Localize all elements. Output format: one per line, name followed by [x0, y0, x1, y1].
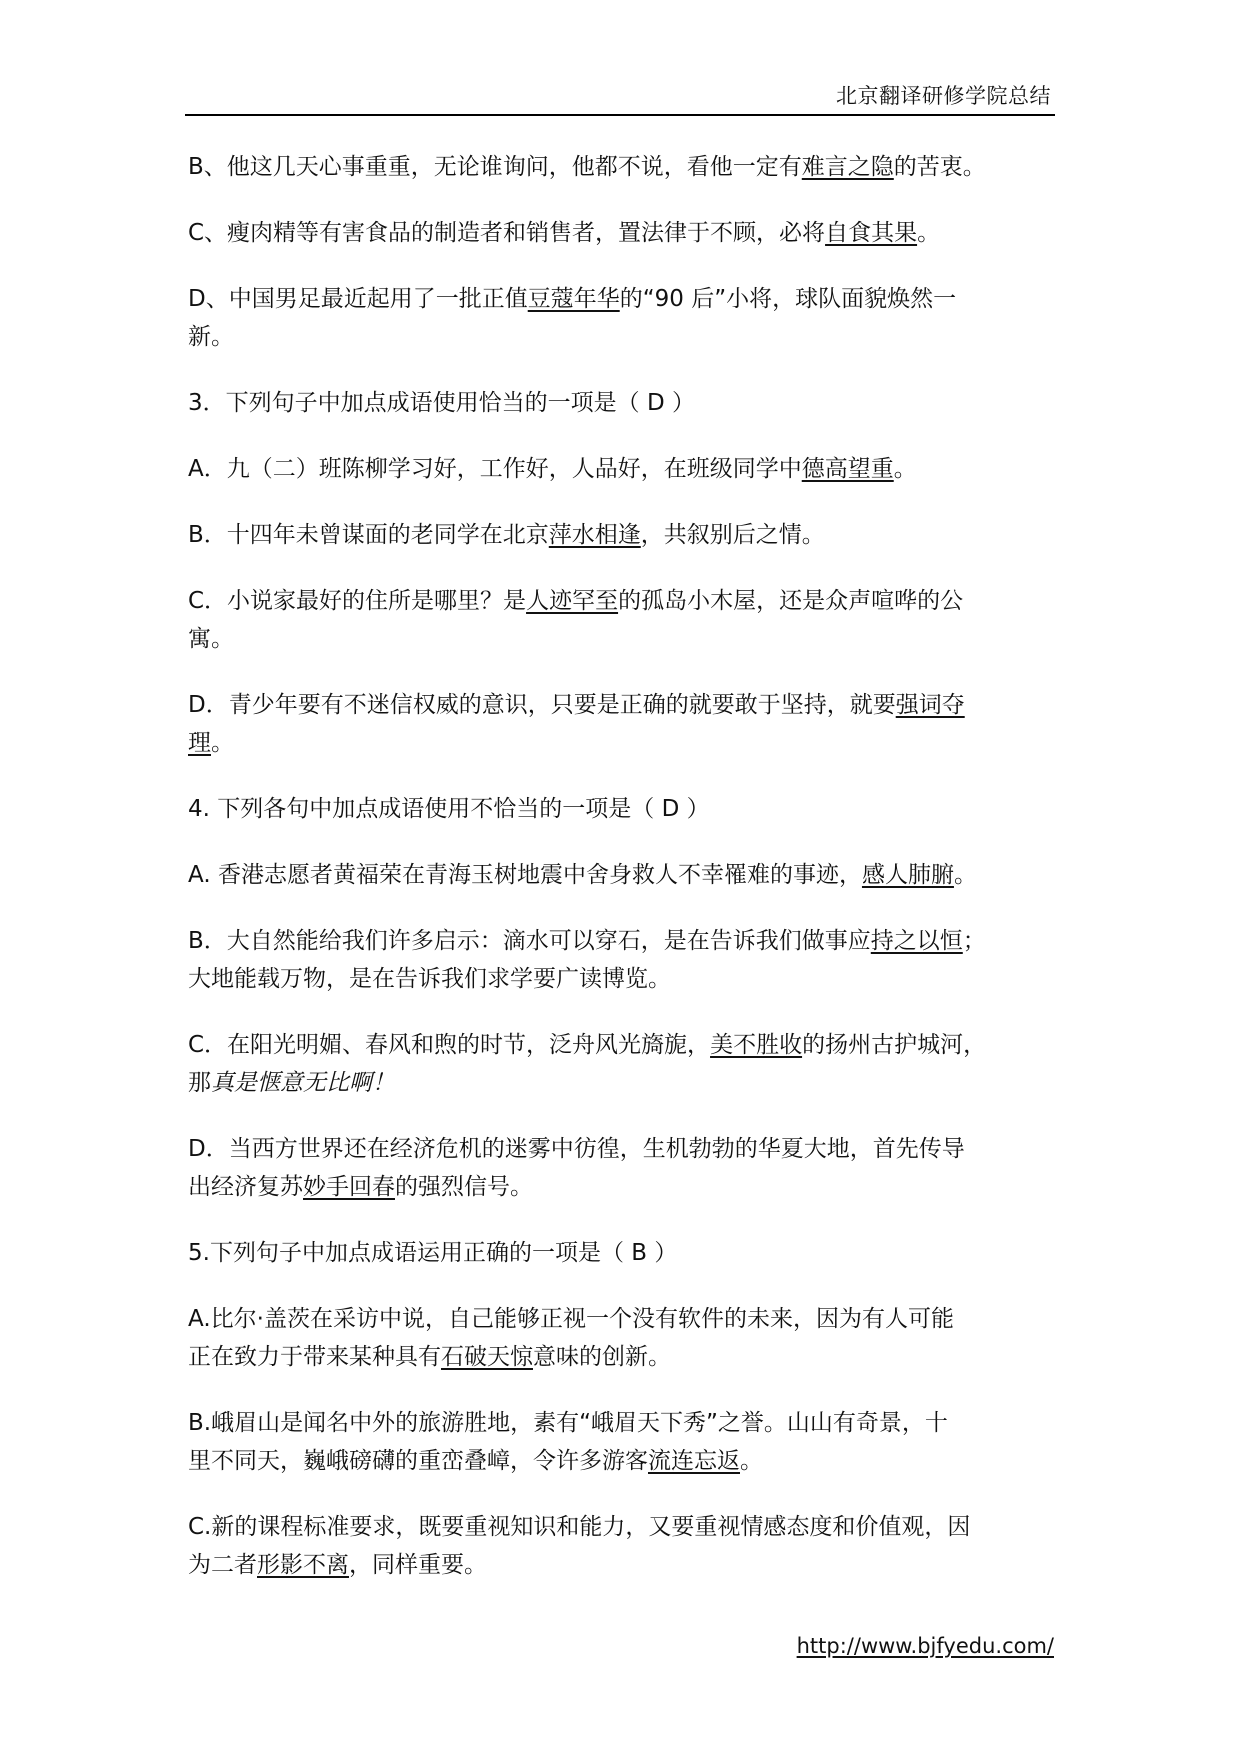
page-header	[185, 76, 1055, 116]
text-segment: A．九（二）班陈柳学习好，工作好，人品好，在班级同学中	[188, 456, 802, 482]
paragraph	[188, 582, 1068, 658]
text-segment: 的“90 后”小将，球队面貌焕然一	[619, 286, 957, 312]
text-segment: 5.下列句子中加点成语运用正确的一项是（ B ）	[188, 1240, 678, 1266]
text-segment: C．在阳光明媚、春风和煦的时节，泛舟风光旖旎，	[188, 1032, 711, 1058]
paragraph	[188, 1508, 1068, 1584]
text-segment: 那	[188, 1070, 211, 1096]
text-segment: 。	[917, 220, 941, 246]
underlined-idiom: 人迹罕至	[526, 588, 619, 614]
text-segment: 。	[953, 862, 977, 888]
text-segment: 意味的创新。	[533, 1344, 671, 1370]
text-segment: 的强烈信号。	[395, 1174, 533, 1200]
paragraph	[188, 384, 1068, 422]
paragraph	[188, 450, 1068, 488]
text-segment: D．青少年要有不迷信权威的意识，只要是正确的就要敢于坚持，就要	[188, 692, 896, 718]
underlined-idiom: 豆蔻年华	[527, 286, 620, 312]
paragraph	[188, 148, 1068, 186]
text-segment: 寓。	[188, 626, 234, 652]
text-segment: 3．下列句子中加点成语使用恰当的一项是（ D ）	[188, 390, 695, 416]
text-segment: 正在致力于带来某种具有	[188, 1344, 441, 1370]
text-segment: 的苦衷。	[893, 154, 986, 180]
underlined-idiom: 感人肺腑	[861, 862, 954, 888]
header-title: 北京翻译研修学院总结	[836, 84, 1051, 108]
text-segment: 里不同天，巍峨磅礴的重峦叠嶂，令许多游客	[188, 1448, 648, 1474]
text-segment: 出经济复苏	[188, 1174, 303, 1200]
text-segment: ，同样重要。	[349, 1552, 487, 1578]
underlined-idiom: 美不胜收	[710, 1032, 803, 1058]
paragraph	[188, 516, 1068, 554]
underlined-idiom: 德高望重	[801, 456, 894, 482]
underlined-idiom: 强词夺	[895, 692, 965, 718]
text-segment: D、中国男足最近起用了一批正值	[188, 286, 528, 312]
underlined-idiom: 难言之隐	[801, 154, 894, 180]
text-segment: A. 香港志愿者黄福荣在青海玉树地震中舍身救人不幸罹难的事迹，	[188, 862, 862, 888]
paragraph	[188, 922, 1068, 998]
text-segment: ，共叙别后之情。	[640, 522, 825, 548]
text-segment: ；	[962, 928, 986, 954]
paragraph	[188, 790, 1068, 828]
text-segment: 。	[211, 730, 234, 756]
paragraph	[188, 214, 1068, 252]
text-segment: B、他这几天心事重重，无论谁询问，他都不说，看他一定有	[188, 154, 802, 180]
text-segment: 4. 下列各句中加点成语使用不恰当的一项是（ D ）	[188, 796, 710, 822]
paragraph	[188, 1130, 1068, 1206]
text-segment: 大地能载万物，是在告诉我们求学要广读博览。	[188, 966, 671, 992]
paragraph	[188, 1404, 1068, 1480]
text-segment: C.新的课程标准要求，既要重视知识和能力，又要重视情感态度和价值观，因	[188, 1514, 971, 1540]
underlined-idiom: 形影不离	[257, 1552, 349, 1578]
document-body	[188, 148, 1068, 1612]
text-segment: C、瘦肉精等有害食品的制造者和销售者，置法律于不顾，必将	[188, 220, 826, 246]
underlined-idiom: 持之以恒	[870, 928, 963, 954]
text-segment: B．十四年未曾谋面的老同学在北京	[188, 522, 549, 548]
text-segment: 。	[893, 456, 917, 482]
footer-link[interactable]: http://www.bjfyedu.com/	[796, 1634, 1054, 1658]
underlined-idiom: 萍水相逢	[548, 522, 641, 548]
text-segment: C．小说家最好的住所是哪里？是	[188, 588, 527, 614]
underlined-idiom: 理	[188, 730, 211, 756]
italic-text: 真是惬意无比啊！	[211, 1070, 395, 1096]
text-segment: B.峨眉山是闻名中外的旅游胜地，素有“峨眉天下秀”之誉。山山有奇景，十	[188, 1410, 948, 1436]
text-segment: 新。	[188, 324, 234, 350]
paragraph	[188, 686, 1068, 762]
paragraph	[188, 856, 1068, 894]
text-segment: 为二者	[188, 1552, 257, 1578]
text-segment: B．大自然能给我们许多启示：滴水可以穿石，是在告诉我们做事应	[188, 928, 871, 954]
text-segment: D．当西方世界还在经济危机的迷雾中彷徨，生机勃勃的华夏大地，首先传导	[188, 1136, 965, 1162]
paragraph	[188, 1234, 1068, 1272]
paragraph	[188, 280, 1068, 356]
underlined-idiom: 自食其果	[825, 220, 918, 246]
underlined-idiom: 妙手回春	[303, 1174, 395, 1200]
underlined-idiom: 石破天惊	[441, 1344, 533, 1370]
text-segment: 。	[740, 1448, 763, 1474]
paragraph	[188, 1300, 1068, 1376]
text-segment: 的孤岛小木屋，还是众声喧哗的公	[618, 588, 964, 614]
text-segment: A.比尔·盖茨在采访中说，自己能够正视一个没有软件的未来，因为有人可能	[188, 1306, 954, 1332]
text-segment: 的扬州古护城河，	[802, 1032, 987, 1058]
underlined-idiom: 流连忘返	[648, 1448, 740, 1474]
paragraph	[188, 1026, 1068, 1102]
